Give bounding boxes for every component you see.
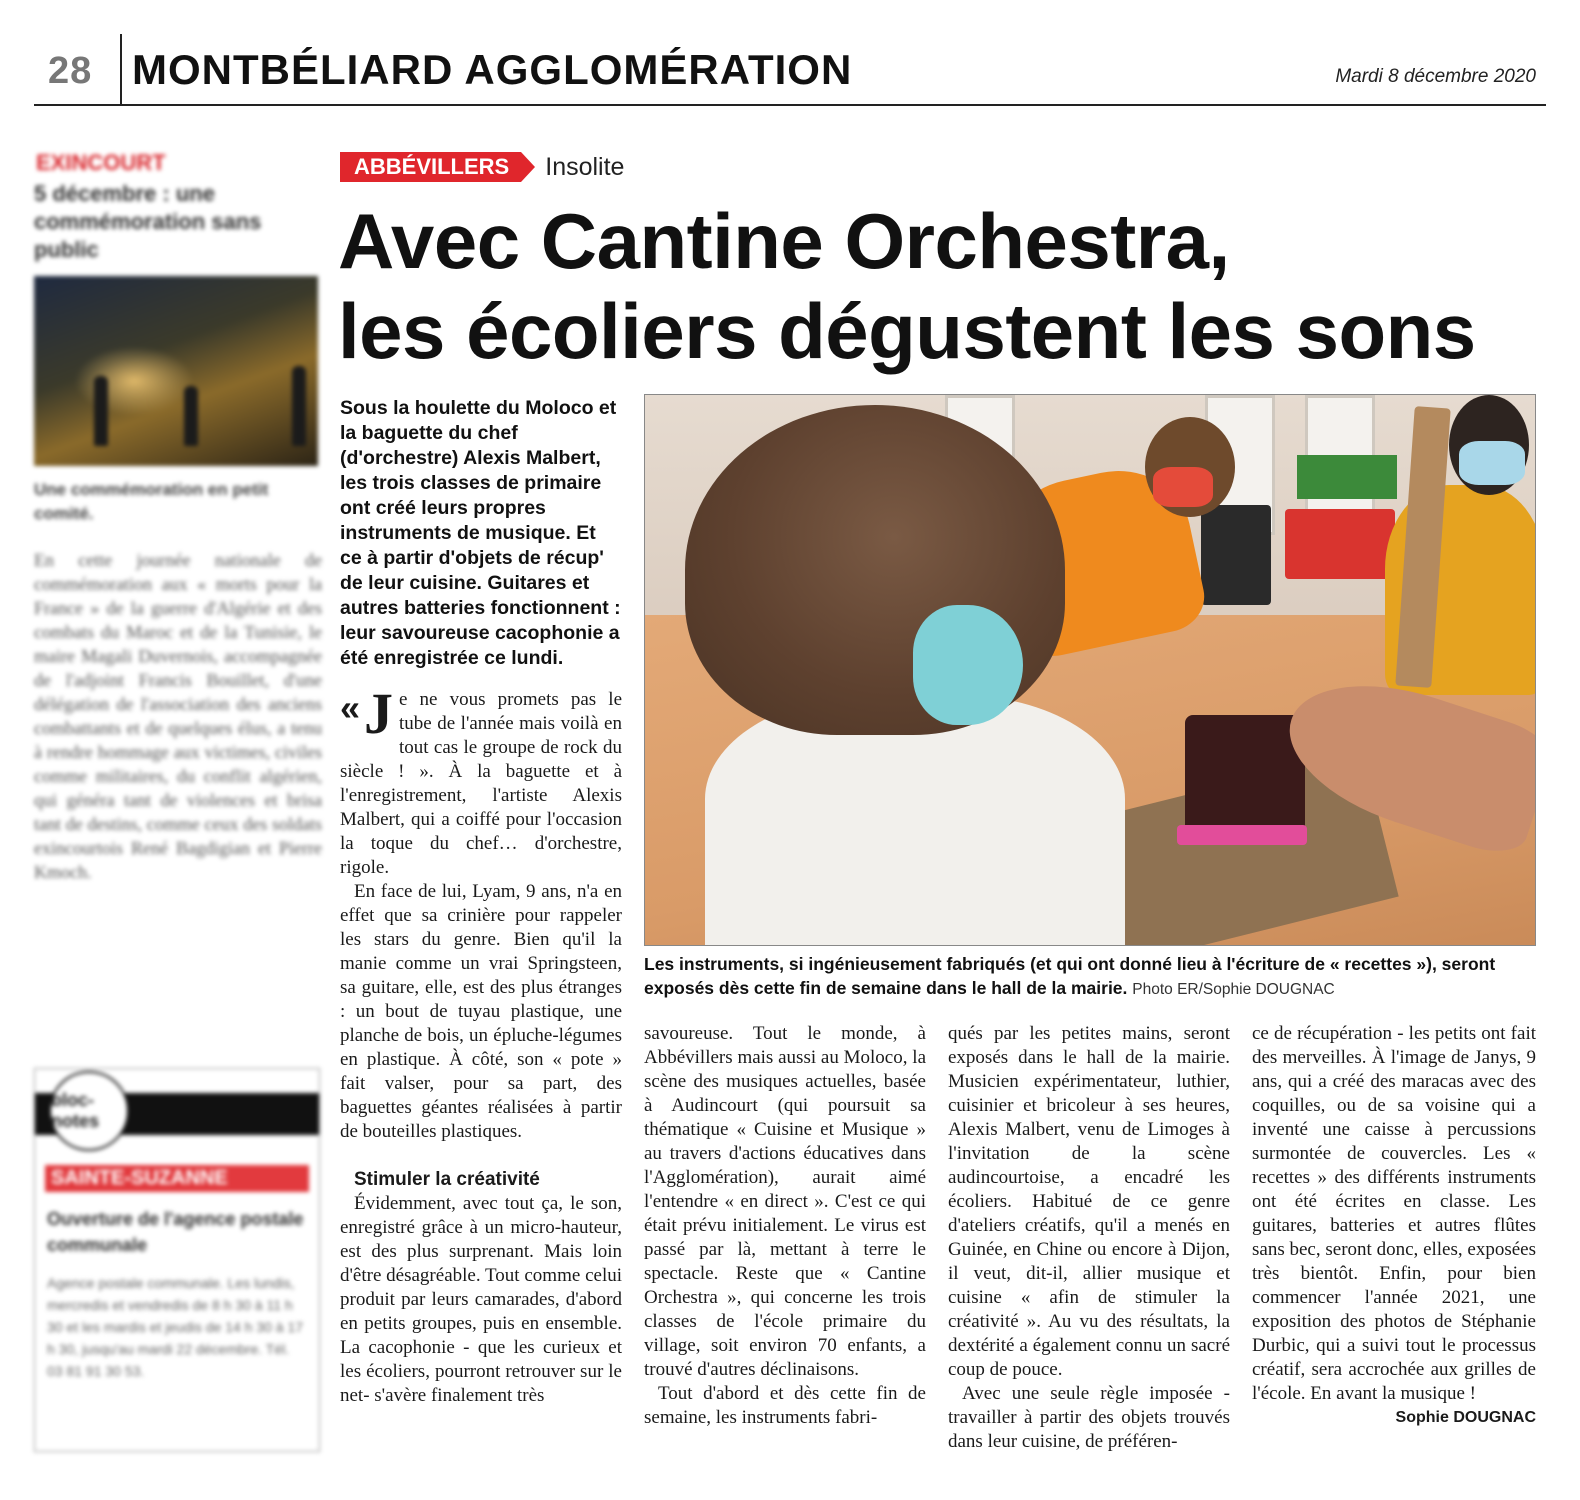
paragraph: ce de récupération - les petits ont fait des merveilles. À l'image de Janys, 9 ans, qui a créé des maracas avec des coquilles, ou de sa voisine qui a inventé une caisse à percussions surmontée de couvercles. Les « recettes » des différents instruments ont été écrites en classe. Les guitares, batteries et autres flûtes sans bec, seront donc, elles, exposées très bientôt. Enfin, pour bien commencer l'année 2021, une exposition des photos de Stéphanie Durbic, qui a suivi tout le processus créatif, sera accrochée aux grilles de l'école. En avant la musique ! [1252, 1023, 1536, 1404]
header-divider [120, 34, 122, 106]
notes-kicker: SAINTE-SUZANNE [45, 1165, 309, 1192]
quote-mark: « [340, 687, 361, 728]
article-column-4 [1252, 1022, 1536, 1430]
dropcap: J [364, 681, 394, 746]
headline-line-2: les écoliers dégustent les sons [338, 287, 1476, 375]
photo-speaker [1201, 505, 1271, 605]
sidebar-kicker: EXINCOURT [36, 150, 166, 175]
photo-can-drum-base [1177, 825, 1307, 845]
paragraph [340, 681, 622, 880]
article-photo [644, 394, 1536, 946]
article-lead: Sous la houlette du Moloco et la baguette du chef (d'orchestre) Alexis Malbert, les trois classes de primaire ont créé leurs propres instruments de musique. Et ce à partir d'objets de récup' de leur cuisine. Guitares et autres batteries fonctionnent : leur savoureuse cacophonie a été enregistrée ce lundi. [340, 397, 621, 669]
page-number: 28 [48, 50, 93, 92]
sidebar-title: 5 décembre : une commémoration sans public [34, 181, 262, 262]
page-date: Mardi 8 décembre 2020 [1335, 66, 1536, 87]
article-column-3 [948, 1022, 1230, 1454]
paragraph: Évidemment, avec tout ça, le son, enregistré grâce à un micro-hauteur, est des plus surprenant. Mais loin d'être désagréable. Tout comme celui produit par leurs camarades, d'abord en petits groupes, puis en ensemble. La cacophonie - que les curieux et les écoliers, pourront retrouver sur le net- s'avère finalement très [340, 1193, 622, 1406]
sidebar-brief-content [34, 150, 322, 884]
sidebar-photo [34, 276, 318, 466]
notes-badge: bloc-notes [49, 1071, 129, 1151]
person-silhouette [292, 366, 306, 446]
notes-title: Ouverture de l'agence postale communale [47, 1209, 304, 1255]
article-column-1 [340, 681, 622, 1408]
photo-credit: Photo ER/Sophie DOUGNAC [1132, 981, 1335, 998]
notes-box [34, 1068, 320, 1452]
notes-bar [35, 1090, 319, 1135]
notes-body: Agence postale communale. Les lundis, mercredis et vendredis de 8 h 30 à 11 h 30 et les mardis et jeudis de 14 h 30 à 17 h 30, jusqu'au mardi 22 décembre. Tél. 03 81 91 30 53. [47, 1275, 304, 1379]
photo-boy-mask [1459, 441, 1525, 485]
paragraph: savoureuse. Tout le monde, à Abbévillers mais aussi au Moloco, la scène des musiques actuelles, basée à Audincourt (qui poursuit sa thématique « Cuisine et Musique » au travers d'actions éducatives dans l'Agglomération), aurait aimé l'entendre « en direct ». C'est ce qui était prévu initialement. Le virus est passé par là, mettant à terre le spectacle. Reste que « Cantine Orchestra », qui concerne les trois classes de l'école primaire du village, soit environ 70 enfants, a trouvé d'autres déclinaisons. [644, 1023, 926, 1380]
paragraph: Avec une seule règle imposée - travailler à partir des objets trouvés dans leur cuisine, de préféren- [948, 1383, 1230, 1452]
photo-red-crate [1285, 509, 1395, 579]
kicker-category: Insolite [545, 152, 625, 181]
paragraph: En face de lui, Lyam, 9 ans, n'a en effet que sa crinière pour rappeler les stars du genre. Bien qu'il la manie comme un vrai Springsteen, sa guitare, elle, est des plus étranges : un bout de tuyau plastique, une planche de bois, un épluche-légumes en plastique. À côté, son « pote » fait valser, pour sa part, des baguettes géantes réalisées à partir de bouteilles plastiques. [340, 881, 622, 1142]
photo-caption-text: Les instruments, si ingénieusement fabriqués (et qui ont donné lieu à l'écriture de « recettes »), seront exposés dès cette fin de semaine dans le hall de la mairie. [644, 954, 1496, 998]
article-headline [338, 196, 1538, 376]
person-silhouette [94, 376, 108, 446]
kicker-location-tag: ABBÉVILLERS [340, 152, 521, 182]
lamp-glow [74, 346, 194, 416]
article-kicker [340, 152, 624, 182]
photo-caption [644, 952, 1536, 1002]
headline-line-1: Avec Cantine Orchestra, [338, 197, 1230, 285]
paragraph: qués par les petites mains, seront exposés dans le hall de la mairie. Musicien expérimentateur, luthier, cuisinier et bricoleur à ses heures, Alexis Malbert, venu de Limoges à l'invitation de la scène audincourtoise, a encadré les écoliers. Habitué de ce genre d'ateliers créatifs, qu'il a menés en Guinée, en Chine ou encore à Dijon, il veut, dit-il, allier musique et cuisine « afin de stimuler la créativité ». Au vu des résultats, la dextérité a également connu un sacré coup de pouce. [948, 1023, 1230, 1380]
subheading: Stimuler la créativité [354, 1169, 540, 1190]
person-silhouette [184, 386, 198, 446]
sidebar-body: En cette journée nationale de commémoration aux « morts pour la France » de la guerre d'Algérie et des combats du Maroc et de la Tunisie, le maire Magali Duvernois, accompagnée de l'adjoint Francis Bouillet, d'une délégation de l'association des anciens combattants et de quelques élus, a tenu à rendre hommage aux victimes, civiles comme militaires, du conflit algérien, qui généra tant de violences et brisa tant de destins, comme ceux des soldats exincourtois René Bagdigian et Pierre Kmoch. [34, 550, 322, 882]
section-title: MONTBÉLIARD AGGLOMÉRATION [132, 46, 853, 93]
paragraph: Tout d'abord et dès cette fin de semaine, les instruments fabri- [644, 1383, 926, 1428]
sidebar-brief [34, 150, 322, 1460]
photo-boy-mask [1153, 467, 1213, 507]
photo-girl-mask [913, 605, 1023, 725]
paragraph-text: e ne vous promets pas le tube de l'année mais voilà en tout cas le groupe de rock du siècle ! ». À la baguette et à l'enregistrement, l'artiste Alexis Malbert, qui a coiffé pour l'occasion la toque du chef… d'orchestre, rigole. [340, 689, 622, 878]
header-rule [34, 104, 1546, 106]
sidebar-photo-caption: Une commémoration en petit comité. [34, 480, 269, 523]
article-column-2 [644, 1022, 926, 1430]
photo-green-crate [1297, 455, 1397, 499]
author-signature: Sophie DOUGNAC [1395, 1409, 1536, 1426]
